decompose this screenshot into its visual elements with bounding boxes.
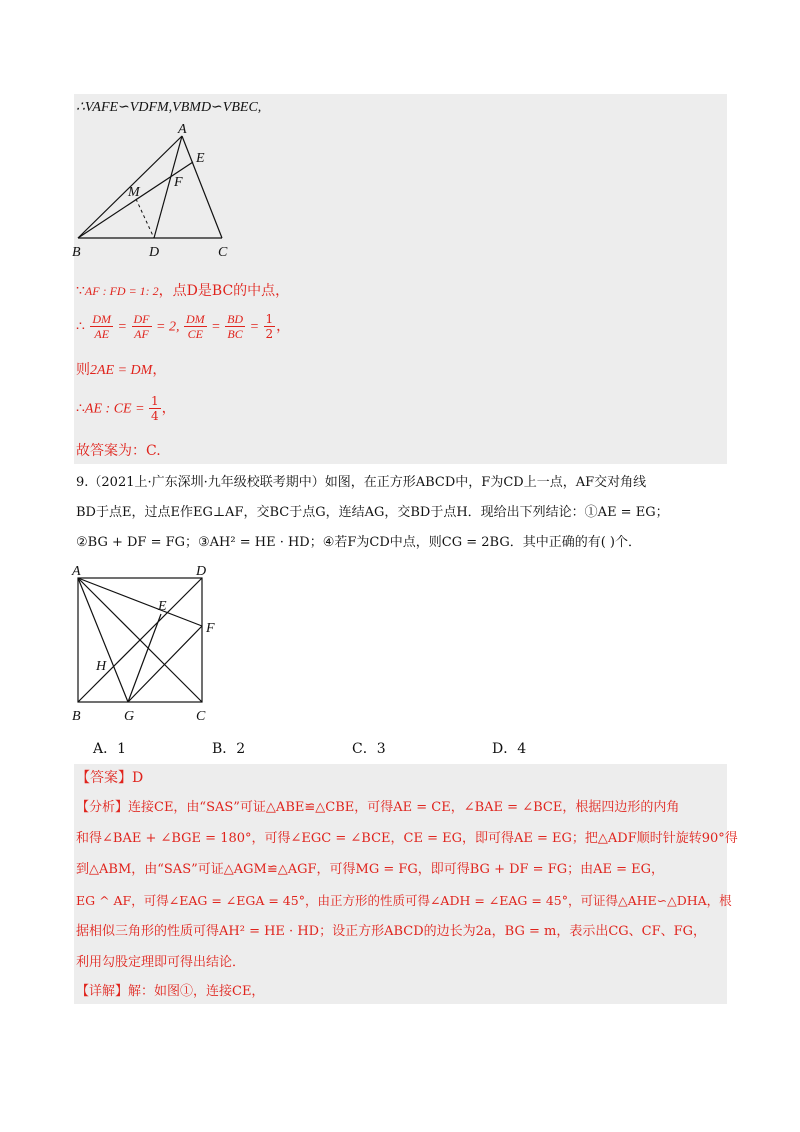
label-D: D: [149, 245, 160, 260]
label-H: H: [96, 659, 107, 674]
answer-label: 【答案】D: [76, 770, 144, 786]
solution-line-ratio: ∵AF : FD = 1: 2，点D是BC的中点，: [76, 283, 290, 299]
analysis-line-4: EG ^ AF，可得∠EAG = ∠EGA = 45°，由正方形的性质可得∠ADH = ∠EAG = 45°，可证得△AHE∽△DHA，根: [76, 893, 732, 908]
analysis-line-2: 和得∠BAE + ∠BGE = 180°，可得∠EGC = ∠BCE，CE = EG，即可得AE = EG；把△ADF顺时针旋转90°得: [76, 831, 738, 846]
label-F: F: [206, 621, 215, 636]
analysis-line-1: 【分析】连接CE，由“SAS”可证△ABE≌△CBE，可得AE = CE，∠BAE = ∠BCE，根据四边形的内角: [76, 800, 680, 815]
label-G: G: [124, 709, 135, 724]
option-c: C．3: [352, 741, 386, 757]
analysis-line-3: 到△ABM，由“SAS”可证△AGM≌△AGF，可得MG = FG，即可得BG + DF = FG；由AE = EG，: [76, 862, 665, 877]
label-M: M: [128, 185, 140, 200]
question-line-2: BD于点E，过点E作EG⊥AF，交BC于点G，连结AG，交BD于点H．现给出下列结论：①AE = EG；: [76, 505, 669, 520]
solution-line-similar: ∴VAFE∽VDFM,VBMD∽VBEC,: [76, 100, 262, 115]
label-C: C: [196, 709, 206, 724]
solution-line-fractions: ∴ $\frac{DM}{AE}$ = $\frac{DF}{AF}$ = 2, $\frac{DM}{CE}$ = $\frac{BD}{BC}$ = $\frac{1}{2}$ ，: [76, 312, 291, 341]
label-B: B: [72, 709, 81, 724]
label-C: C: [218, 245, 228, 260]
option-d: D．4: [492, 741, 527, 757]
detail-line: 【详解】解：如图①，连接CE，: [76, 984, 265, 999]
solution-answer: 故答案为：C.: [76, 443, 161, 459]
label-F: F: [174, 175, 183, 190]
question-line-1: 9.（2021上·广东深圳·九年级校联考期中）如图，在正方形ABCD中，F为CD上一点，AF交对角线: [76, 475, 647, 490]
analysis-line-6: 利用勾股定理即可得出结论．: [76, 955, 246, 970]
label-A: A: [178, 122, 187, 137]
label-E: E: [196, 151, 205, 166]
option-a: A．1: [93, 741, 127, 757]
label-A: A: [72, 564, 81, 579]
question-line-3: ②BG + DF = FG；③AH² = HE · HD；④若F为CD中点，则CG = 2BG．其中正确的有( )个．: [76, 535, 641, 550]
square-figure: [68, 562, 228, 728]
label-E: E: [158, 599, 167, 614]
solution-line-result: ∴AE : CE = $\frac{1}{4}$ ，: [76, 394, 176, 423]
option-b: B．2: [212, 741, 246, 757]
triangle-figure: [70, 120, 250, 260]
label-D: D: [196, 564, 207, 579]
analysis-line-5: 据相似三角形的性质可得AH² = HE · HD；设正方形ABCD的边长为2a，BG = m，表示出CG、CF、FG，: [76, 924, 707, 939]
label-B: B: [72, 245, 81, 260]
solution-line-relation: 则2AE = DM，: [76, 362, 167, 378]
